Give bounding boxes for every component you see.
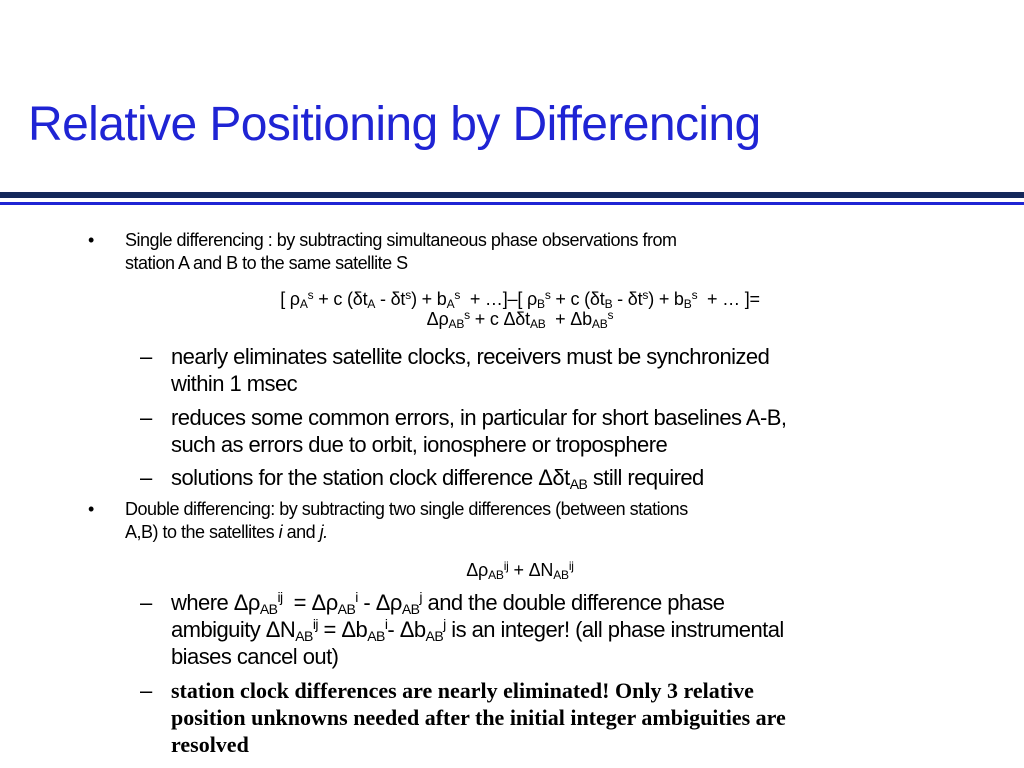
single-sub-bullet-clock-difference: solutions for the station clock difference Δδt$_{AB}$ still required <box>171 465 704 492</box>
double-sub-bullet-clock-eliminated: station clock differences are nearly eliminated! Only 3 relative position unknowns needed after the initial integer ambiguities are resolved <box>171 678 786 757</box>
double-difference-equation: $\Delta\rho_{AB}^{ij} + \Delta N_{AB}^{ij}$ <box>466 559 574 582</box>
single-sub-bullet-errors: reduces some common errors, in particular for short baselines A-B, such as errors due to orbit, ionosphere or troposphere <box>171 405 787 457</box>
dash-marker: – <box>140 465 153 490</box>
single-difference-equation: [ $\rho_A^s + c$ $(\delta t_A - \delta t^s) + b_A^s$ + …]–[ $\rho_B^s + c$ $(\delta t_B - \delta t^s) + b_B^s$ + … ]= $\Delta\rho_{AB}^s + c$ $\Delta\delta t_{AB} + \Delta b_{AB}^s$ <box>280 288 760 331</box>
dash-marker: – <box>140 405 153 430</box>
bullet-marker: • <box>88 230 95 250</box>
single-sub-bullet-clocks: nearly eliminates satellite clocks, receivers must be synchronized within 1 msec <box>171 344 770 396</box>
dash-marker: – <box>140 678 153 703</box>
dash-marker: – <box>140 590 153 615</box>
dash-marker: – <box>140 344 153 369</box>
slide-title: Relative Positioning by Differencing <box>28 98 761 151</box>
double-sub-bullet-ambiguity: where $\Delta\rho_{AB}^{ij} = \Delta\rho_{AB}^i - \Delta\rho_{AB}^j$ and the double difference phase ambiguity $\Delta N_{AB}^{ij} = \Delta b_{AB}^i-$ $\Delta b_{AB}^j$ is an integer! (all phase instrumental biases cancel out) <box>171 589 784 669</box>
bullet-marker: • <box>88 499 95 519</box>
single-differencing-text: Single differencing : by subtracting simultaneous phase observations from station A and B to the same satellite S <box>125 230 677 273</box>
double-differencing-text: Double differencing: by subtracting two single differences (between stations A,B) to the satellites i and j. <box>125 499 688 542</box>
